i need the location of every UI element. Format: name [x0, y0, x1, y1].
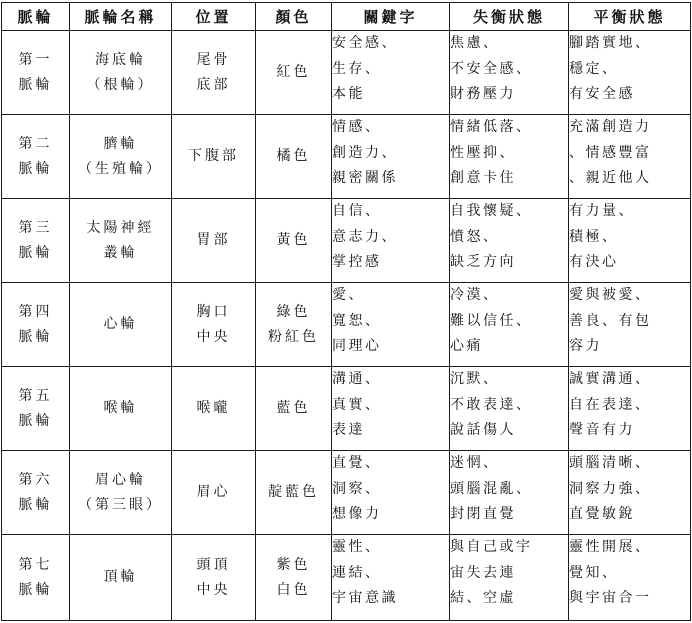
cell-line: 尾骨 [196, 51, 231, 68]
color-cell [256, 199, 332, 283]
cell-line: 宙失去連 [450, 564, 516, 581]
cell-line: 自在表達、 [569, 396, 652, 413]
cell-line: 冷漠、 [450, 287, 500, 303]
chakra-name-cell [70, 535, 172, 621]
cell-line: 同理心 [332, 338, 382, 354]
chakra-cell [2, 31, 70, 115]
cell-line: 焦慮、 [450, 35, 500, 51]
cell-line: 紫色 [276, 556, 311, 573]
chakra-cell [2, 115, 70, 199]
table-row [2, 367, 691, 451]
cell-line: （生殖輪） [78, 160, 163, 177]
chakra-cell [2, 535, 70, 621]
cell-line: （第三眼） [78, 496, 163, 513]
chakra-cell [2, 367, 70, 451]
color-cell [256, 451, 332, 535]
cell-line: 容力 [569, 338, 602, 354]
cell-line: 情緒低落、 [450, 119, 533, 135]
cell-line: 叢輪 [103, 244, 138, 261]
cell-line: 心痛 [450, 338, 483, 354]
cell-line: 白色 [276, 581, 311, 598]
cell-line: 自我懷疑、 [450, 203, 533, 219]
chakra-cell [2, 451, 70, 535]
cell-line: 愛、 [332, 287, 365, 303]
cell-line: 頭頂 [196, 556, 231, 573]
cell-line: 靛藍色 [268, 484, 319, 500]
cell-line: 第六 [18, 471, 53, 488]
cell-line: 脈輪 [18, 412, 53, 429]
cell-line: 下腹部 [188, 148, 239, 164]
cell-line: 喉輪 [103, 400, 138, 416]
cell-line: 真實、 [332, 396, 382, 413]
cell-line: 誠實溝通、 [569, 371, 652, 387]
cell-line: 胸口 [196, 303, 231, 320]
position-cell [172, 31, 256, 115]
cell-line: 直覺、 [332, 455, 382, 471]
cell-line: 、情感豐富 [569, 144, 652, 161]
position-cell [172, 199, 256, 283]
position-cell [172, 535, 256, 621]
cell-line: 掌控感 [332, 254, 382, 270]
cell-line: 第七 [18, 556, 53, 573]
cell-line: 宇宙意識 [332, 590, 398, 606]
balance-cell [569, 367, 691, 451]
position-cell [172, 115, 256, 199]
cell-line: 表達 [332, 422, 365, 438]
balance-cell [569, 31, 691, 115]
header-balance: 平衡狀態 [569, 3, 691, 31]
cell-line: 與宇宙合一 [569, 590, 652, 606]
cell-line: 情感、 [332, 119, 382, 135]
table-body [2, 31, 691, 621]
cell-line: 穩定、 [569, 60, 619, 77]
keywords-cell [332, 367, 450, 451]
balance-cell [569, 283, 691, 367]
table-row [2, 115, 691, 199]
cell-line: 胃部 [196, 232, 231, 248]
color-cell [256, 31, 332, 115]
imbalance-cell [450, 367, 569, 451]
cell-line: 連結、 [332, 564, 382, 581]
cell-line: 第四 [18, 303, 53, 320]
cell-line: 脈輪 [18, 581, 53, 598]
cell-line: 第一 [18, 51, 53, 68]
position-cell [172, 283, 256, 367]
cell-line: 心輪 [103, 316, 138, 332]
cell-line: （根輪） [86, 76, 155, 93]
cell-line: 紅色 [276, 64, 311, 80]
cell-line: 中央 [196, 581, 231, 598]
cell-line: 中央 [196, 328, 231, 345]
cell-line: 第五 [18, 387, 53, 404]
balance-cell [569, 115, 691, 199]
cell-line: 洞察力強、 [569, 480, 652, 497]
cell-line: 安全感、 [332, 35, 398, 51]
chakra-name-cell [70, 451, 172, 535]
chakra-cell [2, 283, 70, 367]
cell-line: 性壓抑、 [450, 144, 516, 161]
cell-line: 想像力 [332, 506, 382, 522]
color-cell [256, 535, 332, 621]
cell-line: 創造力、 [332, 144, 398, 161]
imbalance-cell [450, 451, 569, 535]
cell-line: 有力量、 [569, 203, 635, 219]
cell-line: 有安全感 [569, 86, 635, 102]
cell-line: 海底輪 [95, 51, 146, 68]
imbalance-cell [450, 115, 569, 199]
position-cell [172, 451, 256, 535]
cell-line: 充滿創造力 [569, 119, 652, 135]
chakra-name-cell [70, 31, 172, 115]
header-name: 脈輪名稱 [70, 3, 172, 31]
chakra-name-cell [70, 115, 172, 199]
cell-line: 難以信任、 [450, 312, 533, 329]
table-row [2, 31, 691, 115]
cell-line: 覺知、 [569, 564, 619, 581]
keywords-cell [332, 451, 450, 535]
cell-line: 親密關係 [332, 170, 398, 186]
header-row [2, 3, 691, 31]
cell-line: 溝通、 [332, 371, 382, 387]
balance-cell [569, 535, 691, 621]
cell-line: 第二 [18, 135, 53, 152]
header-chakra: 脈輪 [2, 3, 70, 31]
cell-line: 眉心輪 [95, 471, 146, 488]
table-row [2, 283, 691, 367]
cell-line: 憤怒、 [450, 228, 500, 245]
cell-line: 積極、 [569, 228, 619, 245]
keywords-cell [332, 283, 450, 367]
cell-line: 脈輪 [18, 496, 53, 513]
color-cell [256, 367, 332, 451]
chakra-table [1, 2, 691, 621]
cell-line: 不敢表達、 [450, 396, 533, 413]
chakra-name-cell [70, 199, 172, 283]
cell-line: 不安全感、 [450, 60, 533, 77]
cell-line: 與自己或宇 [450, 539, 533, 555]
keywords-cell [332, 115, 450, 199]
cell-line: 喉嚨 [196, 400, 231, 416]
cell-line: 迷惘、 [450, 455, 500, 471]
cell-line: 善良、有包 [569, 312, 652, 329]
cell-line: 第三 [18, 219, 53, 236]
cell-line: 藍色 [276, 400, 311, 416]
imbalance-cell [450, 535, 569, 621]
cell-line: 生存、 [332, 60, 382, 77]
imbalance-cell [450, 31, 569, 115]
header-imbalance: 失衡狀態 [450, 3, 569, 31]
keywords-cell [332, 31, 450, 115]
header-position: 位置 [172, 3, 256, 31]
cell-line: 腳踏實地、 [569, 35, 652, 51]
cell-line: 有決心 [569, 254, 619, 270]
cell-line: 頭腦混亂、 [450, 480, 533, 497]
color-cell [256, 115, 332, 199]
cell-line: 直覺敏銳 [569, 506, 635, 522]
chakra-cell [2, 199, 70, 283]
cell-line: 聲音有力 [569, 422, 635, 438]
cell-line: 黃色 [276, 232, 311, 248]
cell-line: 創意卡住 [450, 170, 516, 186]
cell-line: 脈輪 [18, 244, 53, 261]
imbalance-cell [450, 199, 569, 283]
color-cell [256, 283, 332, 367]
table-row [2, 535, 691, 621]
keywords-cell [332, 199, 450, 283]
cell-line: 靈性、 [332, 539, 382, 555]
cell-line: 綠色 [276, 303, 311, 320]
table-row [2, 199, 691, 283]
balance-cell [569, 199, 691, 283]
cell-line: 自信、 [332, 203, 382, 219]
cell-line: 臍輪 [103, 135, 138, 152]
chakra-name-cell [70, 367, 172, 451]
table-row [2, 451, 691, 535]
position-cell [172, 367, 256, 451]
cell-line: 封閉直覺 [450, 506, 516, 522]
cell-line: 結、空虛 [450, 590, 516, 606]
cell-line: 意志力、 [332, 228, 398, 245]
cell-line: 脈輪 [18, 160, 53, 177]
cell-line: 靈性開展、 [569, 539, 652, 555]
cell-line: 底部 [196, 76, 231, 93]
cell-line: 沉默、 [450, 371, 500, 387]
cell-line: 眉心 [196, 484, 231, 500]
cell-line: 愛與被愛、 [569, 287, 652, 303]
cell-line: 粉紅色 [268, 328, 319, 345]
cell-line: 財務壓力 [450, 86, 516, 102]
balance-cell [569, 451, 691, 535]
cell-line: 缺乏方向 [450, 254, 516, 270]
cell-line: 脈輪 [18, 328, 53, 345]
imbalance-cell [450, 283, 569, 367]
cell-line: 寬恕、 [332, 312, 382, 329]
cell-line: 頂輪 [103, 569, 138, 585]
cell-line: 頭腦清晰、 [569, 455, 652, 471]
header-keywords: 關鍵字 [332, 3, 450, 31]
cell-line: 脈輪 [18, 76, 53, 93]
cell-line: 、親近他人 [569, 170, 652, 186]
cell-line: 橘色 [276, 148, 311, 164]
cell-line: 洞察、 [332, 480, 382, 497]
cell-line: 說話傷人 [450, 422, 516, 438]
cell-line: 本能 [332, 86, 365, 102]
keywords-cell [332, 535, 450, 621]
cell-line: 太陽神經 [86, 219, 155, 236]
header-color: 顏色 [256, 3, 332, 31]
chakra-name-cell [70, 283, 172, 367]
